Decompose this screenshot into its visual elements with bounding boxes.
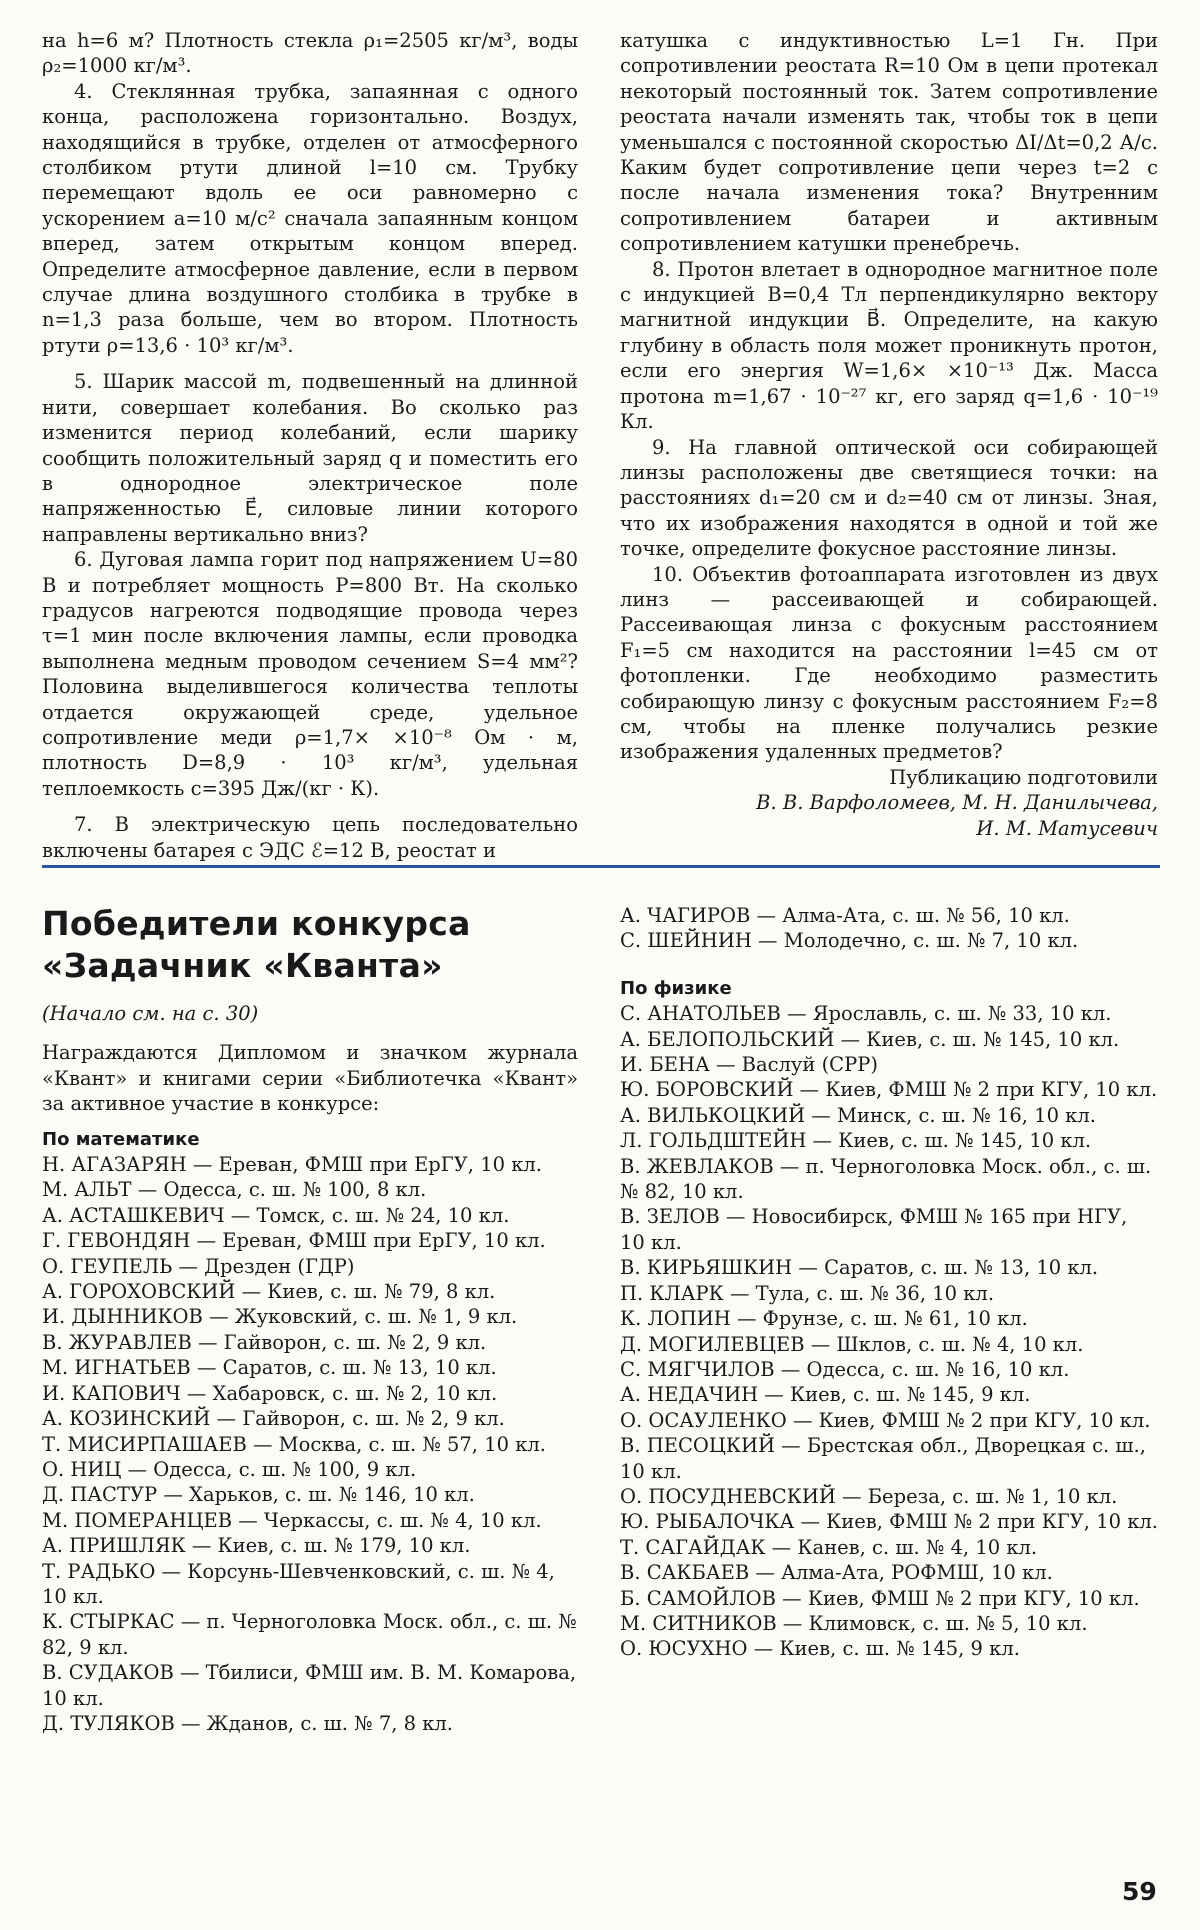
problem-10: 10. Объектив фотоаппарата изготовлен из двух линз — рассеивающей и собирающей. Рассеивающая линза с фокусным расстоянием F₁=5 см находится на расстоянии l=45 см от фотопленки. Где необходимо разместить собирающую линзу с фокусным расстоянием F₂=8 см, чтобы на пленке получались резкие изображения удаленных предметов? — [620, 562, 1158, 764]
winner-entry: Т. МИСИРПАШАЕВ — Москва, с. ш. № 57, 10 кл. — [42, 1432, 546, 1456]
winner-entry: О. ПОСУДНЕВСКИЙ — Береза, с. ш. № 1, 10 кл. — [620, 1484, 1118, 1508]
contest-title — [42, 903, 578, 987]
math-winners-list — [42, 1152, 578, 1736]
page-number: 59 — [1122, 1877, 1157, 1906]
credits-prepared: Публикацию подготовили — [889, 765, 1158, 789]
winner-entry: О. НИЦ — Одесса, с. ш. № 100, 9 кл. — [42, 1457, 417, 1481]
winner-entry: О. ЮСУХНО — Киев, с. ш. № 145, 9 кл. — [620, 1637, 1020, 1661]
winner-entry: М. АЛЬТ — Одесса, с. ш. № 100, 8 кл. — [42, 1178, 427, 1202]
winner-entry: В. СУДАКОВ — Тбилиси, ФМШ им. В. М. Комарова, 10 кл. — [42, 1661, 577, 1710]
winner-entry: М. ИГНАТЬЕВ — Саратов, с. ш. № 13, 10 кл. — [42, 1356, 497, 1380]
winner-entry: И. БЕНА — Васлуй (СРР) — [620, 1053, 878, 1077]
math-winners-list-cont — [620, 903, 1158, 954]
winner-entry: В. САКБАЕВ — Алма-Ата, РОФМШ, 10 кл. — [620, 1561, 1053, 1585]
winner-entry: А. БЕЛОПОЛЬСКИЙ — Киев, с. ш. № 145, 10 кл. — [620, 1027, 1120, 1051]
winner-entry: А. ВИЛЬКОЦКИЙ — Минск, с. ш. № 16, 10 кл. — [620, 1103, 1096, 1127]
winner-entry: В. ЖЕВЛАКОВ — п. Черноголовка Моск. обл., с. ш. № 82, 10 кл. — [620, 1154, 1152, 1204]
winner-entry: Д. МОГИЛЕВЦЕВ — Шклов, с. ш. № 4, 10 кл. — [620, 1332, 1084, 1356]
section-divider — [42, 865, 1160, 868]
winners-right-column — [620, 903, 1158, 1662]
contest-title-line-2: «Задачник «Кванта» — [42, 946, 443, 985]
problem-5: 5. Шарик массой m, подвешенный на длинной нити, совершает колебания. Во сколько раз изменится период колебаний, если шарику сообщить положительный заряд q и поместить его в однородное электрическое поле напряженностью E⃗, силовые линии которого направлены вертикально вниз? — [42, 370, 578, 546]
winner-entry: И. ДЫННИКОВ — Жуковский, с. ш. № 1, 9 кл. — [42, 1305, 518, 1329]
winner-entry: В. ЗЕЛОВ — Новосибирск, ФМШ № 165 при НГУ, 10 кл. — [620, 1205, 1128, 1254]
winner-entry: А. АСТАШКЕВИЧ — Томск, с. ш. № 24, 10 кл. — [42, 1203, 510, 1227]
winner-entry: Т. САГАЙДАК — Канев, с. ш. № 4, 10 кл. — [620, 1535, 1038, 1559]
credits-authors-1: В. В. Варфоломеев, М. Н. Данилычева, — [756, 791, 1158, 815]
problem-4: 4. Стеклянная трубка, запаянная с одного конца, расположена горизонтально. Воздух, находящийся в трубке, отделен от атмосферного столбиком ртути длиной l=10 см. Трубку перемещают вдоль ее оси равномерно с ускорением a=10 м/с² сначала запаянным концом вперед, затем открытым концом вперед. Определите атмосферное давление, если в первом случае длина воздушного столбика в трубке в n=1,3 раза больше, чем во втором. Плотность ртути ρ=13,6 · 10³ кг/м³. — [42, 79, 578, 357]
winner-entry: Л. ГОЛЬДШТЕЙН — Киев, с. ш. № 145, 10 кл. — [620, 1129, 1092, 1153]
winner-entry: Ю. БОРОВСКИЙ — Киев, ФМШ № 2 при КГУ, 10 кл. — [620, 1078, 1158, 1102]
winner-entry: А. НЕДАЧИН — Киев, с. ш. № 145, 9 кл. — [620, 1383, 1031, 1407]
winner-entry: К. СТЫРКАС — п. Черноголовка Моск. обл., с. ш. № 82, 9 кл. — [42, 1610, 577, 1659]
problems-left-column — [42, 28, 578, 863]
winner-entry: М. ПОМЕРАНЦЕВ — Черкассы, с. ш. № 4, 10 кл. — [42, 1508, 542, 1532]
continued-note: (Начало см. на с. 30) — [42, 1002, 259, 1025]
winner-entry: К. ЛОПИН — Фрунзе, с. ш. № 61, 10 кл. — [620, 1307, 1028, 1331]
winner-entry: О. ГЕУПЕЛЬ — Дрезден (ГДР) — [42, 1254, 355, 1278]
problem-7-end: катушка с индуктивностью L=1 Гн. При сопротивлении реостата R=10 Ом в цепи протекал некоторый постоянный ток. Затем сопротивление реостата начали изменять так, чтобы ток в цепи уменьшался с постоянной скоростью ΔI/Δt=0,2 А/с. Каким будет сопротивление цепи через t=2 с после начала изменения тока? Внутренним сопротивлением батареи и активным сопротивлением катушки пренебречь. — [620, 29, 1158, 256]
math-heading: По математике — [42, 1128, 200, 1150]
problem-6: 6. Дуговая лампа горит под напряжением U=80 В и потребляет мощность P=800 Вт. На сколько градусов нагреются подводящие провода через τ=1 мин после включения лампы, если проводка выполнена медным проводом сечением S=4 мм²? Половина выделившегося количества теплоты отдается окружающей среде, удельное сопротивление меди ρ=1,7× ×10⁻⁸ Ом · м, плотность D=8,9 · 10³ кг/м³, удельная теплоемкость c=395 Дж/(кг · К). — [42, 548, 578, 800]
physics-heading: По физике — [620, 977, 732, 999]
problem-9: 9. На главной оптической оси собирающей линзы расположены две светящиеся точки: на расстояниях d₁=20 см и d₂=40 см от линзы. Зная, что их изображения находятся в одной и той же точке, определите фокусное расстояние линзы. — [620, 435, 1158, 561]
winner-entry: А. ГОРОХОВСКИЙ — Киев, с. ш. № 79, 8 кл. — [42, 1280, 496, 1304]
winner-entry: О. ОСАУЛЕНКО — Киев, ФМШ № 2 при КГУ, 10 кл. — [620, 1408, 1151, 1432]
contest-title-line-1: Победители конкурса — [42, 904, 471, 943]
winner-entry: Д. ТУЛЯКОВ — Жданов, с. ш. № 7, 8 кл. — [42, 1711, 454, 1735]
winners-left-column — [42, 903, 578, 1736]
winner-entry: В. ЖУРАВЛЕВ — Гайворон, с. ш. № 2, 9 кл. — [42, 1330, 487, 1354]
problems-right-column — [620, 28, 1158, 841]
credits-authors-2: И. М. Матусевич — [976, 816, 1158, 840]
winner-entry: В. КИРЬЯШКИН — Саратов, с. ш. № 13, 10 кл. — [620, 1256, 1099, 1280]
winner-entry: Ю. РЫБАЛОЧКА — Киев, ФМШ № 2 при КГУ, 10 кл. — [620, 1510, 1158, 1534]
problem-8: 8. Протон влетает в однородное магнитное поле с индукцией B=0,4 Тл перпендикулярно вектору магнитной индукции B⃗. Определите, на какую глубину в область поля может проникнуть протон, если его энергия W=1,6× ×10⁻¹³ Дж. Масса протона m=1,67 · 10⁻²⁷ кг, его заряд q=1,6 · 10⁻¹⁹ Кл. — [620, 257, 1158, 434]
winner-entry: С. ШЕЙНИН — Молодечно, с. ш. № 7, 10 кл. — [620, 929, 1079, 953]
winner-entry: И. КАПОВИЧ — Хабаровск, с. ш. № 2, 10 кл. — [42, 1381, 498, 1405]
problem-3-end: на h=6 м? Плотность стекла ρ₁=2505 кг/м³, воды ρ₂=1000 кг/м³. — [42, 29, 578, 78]
winner-entry: Н. АГАЗАРЯН — Ереван, ФМШ при ЕрГУ, 10 кл. — [42, 1153, 542, 1177]
contest-intro: Награждаются Дипломом и значком журнала «Квант» и книгами серии «Библиотечка «Квант» за активное участие в конкурсе: — [42, 1041, 578, 1116]
winner-entry: Г. ГЕВОНДЯН — Ереван, ФМШ при ЕрГУ, 10 кл. — [42, 1229, 546, 1253]
winner-entry: В. ПЕСОЦКИЙ — Брестская обл., Дворецкая с. ш., 10 кл. — [620, 1434, 1146, 1483]
winner-entry: Т. РАДЬКО — Корсунь-Шевченковский, с. ш. № 4, 10 кл. — [42, 1559, 555, 1608]
winner-entry: Б. САМОЙЛОВ — Киев, ФМШ № 2 при КГУ, 10 кл. — [620, 1586, 1140, 1610]
physics-winners-list — [620, 1001, 1158, 1662]
winner-entry: А. КОЗИНСКИЙ — Гайворон, с. ш. № 2, 9 кл. — [42, 1407, 505, 1431]
winner-entry: П. КЛАРК — Тула, с. ш. № 36, 10 кл. — [620, 1281, 995, 1305]
winner-entry: А. ЧАГИРОВ — Алма-Ата, с. ш. № 56, 10 кл. — [620, 904, 1070, 927]
problem-7-start: 7. В электрическую цепь последовательно включены батарея с ЭДС ℰ=12 В, реостат и — [42, 813, 578, 862]
winner-entry: С. АНАТОЛЬЕВ — Ярославль, с. ш. № 33, 10 кл. — [620, 1002, 1112, 1026]
winner-entry: Д. ПАСТУР — Харьков, с. ш. № 146, 10 кл. — [42, 1483, 475, 1507]
winner-entry: А. ПРИШЛЯК — Киев, с. ш. № 179, 10 кл. — [42, 1534, 471, 1558]
winner-entry: С. МЯГЧИЛОВ — Одесса, с. ш. № 16, 10 кл. — [620, 1357, 1070, 1381]
winner-entry: М. СИТНИКОВ — Климовск, с. ш. № 5, 10 кл. — [620, 1611, 1088, 1635]
